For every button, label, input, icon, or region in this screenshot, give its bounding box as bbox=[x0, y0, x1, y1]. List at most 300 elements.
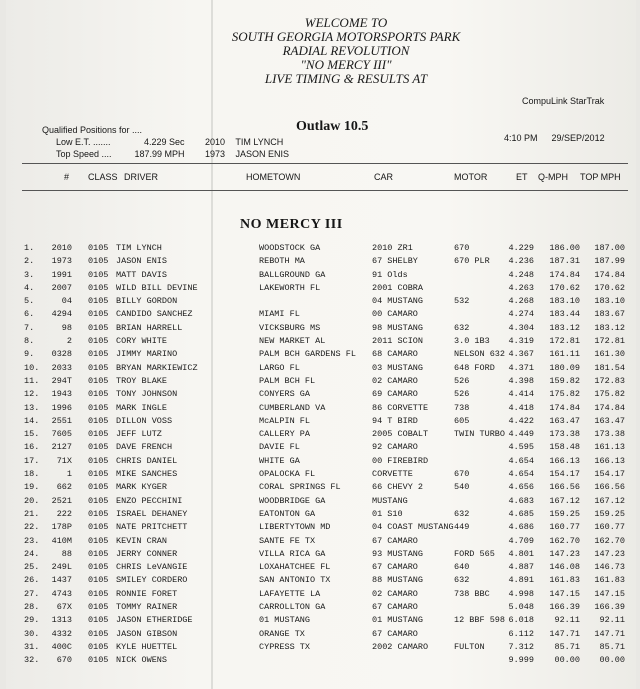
car: 00 FIREBIRD bbox=[372, 455, 429, 466]
qualifying-mph: 147.15 bbox=[549, 588, 580, 599]
class-code: 0105 bbox=[88, 375, 109, 386]
qualifying-mph: 158.48 bbox=[549, 442, 580, 453]
motor: 648 FORD bbox=[454, 362, 495, 373]
elapsed-time: 4.236 bbox=[508, 256, 534, 267]
top-mph: 163.47 bbox=[594, 415, 625, 426]
car-number: 249L bbox=[51, 562, 72, 573]
class-code: 0105 bbox=[88, 455, 109, 466]
car-number: 1943 bbox=[51, 389, 72, 400]
car: 01 MUSTANG bbox=[372, 615, 424, 626]
car-number: 294T bbox=[51, 375, 72, 386]
class-title: Outlaw 10.5 bbox=[296, 119, 369, 134]
top-mph: 172.81 bbox=[594, 336, 625, 347]
class-code: 0105 bbox=[88, 562, 109, 573]
result-position: 28. bbox=[24, 602, 40, 613]
result-position: 1. bbox=[24, 243, 35, 253]
hometown: REBOTH MA bbox=[259, 256, 305, 267]
qualified-summary bbox=[42, 124, 289, 160]
table-row bbox=[6, 629, 640, 642]
driver-name: MARK KYGER bbox=[116, 482, 168, 493]
class-code: 0105 bbox=[88, 442, 109, 453]
result-position: 19. bbox=[24, 482, 40, 493]
qualifying-mph: 166.56 bbox=[549, 482, 580, 493]
elapsed-time: 4.998 bbox=[508, 588, 534, 599]
result-position: 11. bbox=[24, 375, 40, 386]
motor: 526 bbox=[454, 389, 470, 400]
elapsed-time: 4.229 bbox=[508, 243, 534, 253]
col-et: ET bbox=[516, 172, 528, 182]
car: 67 CAMARO bbox=[372, 535, 418, 546]
motor: 738 BBC bbox=[454, 588, 490, 599]
class-code: 0105 bbox=[88, 641, 109, 652]
class-code: 0105 bbox=[88, 575, 109, 586]
car: 91 Olds bbox=[372, 269, 408, 280]
driver-name: JIMMY MARINO bbox=[116, 349, 178, 360]
hometown: LAFAYETTE LA bbox=[259, 588, 321, 599]
hometown: VILLA RICA GA bbox=[259, 548, 326, 559]
qualifying-mph: 92.11 bbox=[554, 615, 580, 626]
table-row bbox=[6, 509, 640, 522]
top-mph: 181.54 bbox=[594, 362, 625, 373]
motor: 605 bbox=[454, 415, 470, 426]
class-code: 0105 bbox=[88, 495, 109, 506]
col-car: CAR bbox=[374, 172, 394, 182]
result-position: 5. bbox=[24, 296, 35, 307]
top-mph: 147.15 bbox=[594, 588, 625, 599]
driver-name: CORY WHITE bbox=[116, 336, 168, 347]
elapsed-time: 4.685 bbox=[508, 508, 534, 519]
driver-name: BRYAN MARKIEWICZ bbox=[116, 362, 198, 373]
header-rule bbox=[22, 190, 628, 191]
qualifying-mph: 00.00 bbox=[554, 655, 580, 666]
car-number: 2551 bbox=[51, 415, 72, 426]
class-code: 0105 bbox=[88, 349, 109, 360]
table-row bbox=[6, 575, 640, 588]
result-position: 6. bbox=[24, 309, 35, 320]
top-mph: 162.70 bbox=[594, 535, 625, 546]
qualifying-mph: 173.38 bbox=[549, 429, 580, 440]
driver-name: ENZO PECCHINI bbox=[116, 495, 183, 506]
table-row bbox=[6, 655, 640, 668]
hometown: LARGO FL bbox=[259, 362, 300, 373]
motor: 449 bbox=[454, 522, 470, 533]
car-number: 4294 bbox=[51, 309, 72, 320]
motor: 738 bbox=[454, 402, 470, 413]
header-line-1: WELCOME TO bbox=[304, 15, 388, 30]
header-line-2: SOUTH GEORGIA MOTORSPORTS PARK bbox=[231, 29, 461, 44]
car: 2002 CAMARO bbox=[372, 641, 429, 652]
table-row bbox=[6, 336, 640, 349]
table-row bbox=[6, 376, 640, 389]
table-row bbox=[6, 283, 640, 296]
car: 93 MUSTANG bbox=[372, 548, 424, 559]
car-number: 04 bbox=[61, 296, 72, 307]
hometown: CUMBERLAND VA bbox=[259, 402, 326, 413]
driver-name: NICK OWENS bbox=[116, 655, 168, 666]
qualifying-mph: 183.44 bbox=[549, 309, 580, 320]
hometown: OPALOCKA FL bbox=[259, 469, 316, 480]
elapsed-time: 4.686 bbox=[508, 522, 534, 533]
driver-name: BILLY GORDON bbox=[116, 296, 178, 307]
qualifying-mph: 147.23 bbox=[549, 548, 580, 559]
low-et-row bbox=[42, 136, 289, 148]
results-table bbox=[6, 243, 640, 669]
car: 2011 SCION bbox=[372, 336, 424, 347]
elapsed-time: 4.248 bbox=[508, 269, 534, 280]
car-number: 4332 bbox=[51, 628, 72, 639]
col-class: CLASS bbox=[88, 172, 118, 182]
qualifying-mph: 174.84 bbox=[549, 402, 580, 413]
class-code: 0105 bbox=[88, 535, 109, 546]
qualifying-mph: 146.08 bbox=[549, 562, 580, 573]
motor: 632 bbox=[454, 322, 470, 333]
hometown: NEW MARKET AL bbox=[259, 336, 326, 347]
table-row bbox=[6, 256, 640, 269]
elapsed-time: 5.048 bbox=[508, 602, 534, 613]
event-time: 4:10 PM bbox=[504, 133, 538, 143]
col-hometown: HOMETOWN bbox=[246, 172, 301, 182]
top-speed-value: 187.99 MPH bbox=[134, 149, 185, 159]
car-number: 222 bbox=[56, 508, 72, 519]
car: 2001 COBRA bbox=[372, 282, 424, 293]
class-code: 0105 bbox=[88, 282, 109, 293]
driver-name: JASON ETHERIDGE bbox=[116, 615, 193, 626]
car: 88 MUSTANG bbox=[372, 575, 424, 586]
elapsed-time: 4.801 bbox=[508, 548, 534, 559]
driver-name: TOMMY RAINER bbox=[116, 602, 178, 613]
car-number: 2033 bbox=[51, 362, 72, 373]
driver-name: TONY JOHNSON bbox=[116, 389, 178, 400]
top-mph: 147.71 bbox=[594, 628, 625, 639]
top-mph: 160.77 bbox=[594, 522, 625, 533]
car: 01 S10 bbox=[372, 508, 403, 519]
elapsed-time: 4.422 bbox=[508, 415, 534, 426]
result-position: 17. bbox=[24, 455, 40, 466]
top-mph: 183.12 bbox=[594, 322, 625, 333]
elapsed-time: 4.398 bbox=[508, 375, 534, 386]
top-speed-row bbox=[42, 148, 289, 160]
qualifying-mph: 159.82 bbox=[549, 375, 580, 386]
table-row bbox=[6, 589, 640, 602]
table-row bbox=[6, 482, 640, 495]
results-sheet bbox=[6, 0, 636, 689]
top-rule bbox=[22, 163, 628, 164]
table-row bbox=[6, 389, 640, 402]
qualifying-mph: 154.17 bbox=[549, 469, 580, 480]
qualifying-mph: 174.84 bbox=[549, 269, 580, 280]
hometown: DAVIE FL bbox=[259, 442, 300, 453]
driver-name: SMILEY CORDERO bbox=[116, 575, 188, 586]
car-number: 410M bbox=[51, 535, 72, 546]
motor: 526 bbox=[454, 375, 470, 386]
car: 03 MUSTANG bbox=[372, 362, 424, 373]
top-mph: 183.67 bbox=[594, 309, 625, 320]
car: 94 T BIRD bbox=[372, 415, 418, 426]
class-code: 0105 bbox=[88, 389, 109, 400]
table-row bbox=[6, 602, 640, 615]
car-number: 1 bbox=[66, 469, 72, 480]
driver-name: KEVIN CRAN bbox=[116, 535, 168, 546]
car-number: 7605 bbox=[51, 429, 72, 440]
top-mph: 174.84 bbox=[594, 402, 625, 413]
qualifying-mph: 172.81 bbox=[549, 336, 580, 347]
motor: FORD 565 bbox=[454, 548, 495, 559]
qualifying-mph: 170.62 bbox=[549, 282, 580, 293]
table-row bbox=[6, 496, 640, 509]
result-position: 9. bbox=[24, 349, 35, 360]
top-speed-year: 1973 bbox=[205, 149, 226, 159]
table-row bbox=[6, 270, 640, 283]
timestamp bbox=[504, 133, 605, 143]
top-mph: 161.13 bbox=[594, 442, 625, 453]
top-mph: 172.83 bbox=[594, 375, 625, 386]
hometown: EATONTON GA bbox=[259, 508, 316, 519]
hometown: PALM BCH GARDENS FL bbox=[259, 349, 356, 360]
car: 02 CAMARO bbox=[372, 375, 418, 386]
table-row bbox=[6, 363, 640, 376]
driver-name: BRIAN HARRELL bbox=[116, 322, 183, 333]
motor: FULTON bbox=[454, 641, 485, 652]
qualifying-mph: 186.00 bbox=[549, 243, 580, 253]
car: 67 SHELBY bbox=[372, 256, 418, 267]
driver-name: DILLON VOSS bbox=[116, 415, 173, 426]
car: 04 COAST MUSTANG bbox=[372, 522, 454, 533]
qualifying-mph: 166.13 bbox=[549, 455, 580, 466]
car-number: 98 bbox=[61, 322, 72, 333]
col-driver: DRIVER bbox=[124, 172, 159, 182]
driver-name: RONNIE FORET bbox=[116, 588, 178, 599]
table-row bbox=[6, 429, 640, 442]
result-position: 20. bbox=[24, 495, 40, 506]
result-position: 14. bbox=[24, 415, 40, 426]
car-number: 670 bbox=[56, 655, 72, 666]
top-mph: 154.17 bbox=[594, 469, 625, 480]
car-number: 1313 bbox=[51, 615, 72, 626]
class-code: 0105 bbox=[88, 469, 109, 480]
car-number: 88 bbox=[61, 548, 72, 559]
event-date: 29/SEP/2012 bbox=[551, 133, 605, 143]
result-position: 26. bbox=[24, 575, 40, 586]
car: 2005 COBALT bbox=[372, 429, 429, 440]
col-topmph: TOP MPH bbox=[580, 172, 621, 182]
car-number: 71X bbox=[56, 455, 72, 466]
class-code: 0105 bbox=[88, 628, 109, 639]
elapsed-time: 4.595 bbox=[508, 442, 534, 453]
car-number: 1991 bbox=[51, 269, 72, 280]
result-position: 4. bbox=[24, 282, 35, 293]
motor: 670 PLR bbox=[454, 256, 490, 267]
result-position: 27. bbox=[24, 588, 40, 599]
hometown: CYPRESS TX bbox=[259, 641, 311, 652]
hometown: PALM BCH FL bbox=[259, 375, 316, 386]
table-row bbox=[6, 456, 640, 469]
table-row bbox=[6, 549, 640, 562]
top-mph: 92.11 bbox=[599, 615, 625, 626]
hometown: LOXAHATCHEE FL bbox=[259, 562, 331, 573]
result-position: 30. bbox=[24, 628, 40, 639]
elapsed-time: 4.263 bbox=[508, 282, 534, 293]
driver-name: JERRY CONNER bbox=[116, 548, 178, 559]
result-position: 16. bbox=[24, 442, 40, 453]
result-position: 8. bbox=[24, 336, 35, 347]
motor: 12 BBF 598 bbox=[454, 615, 506, 626]
top-mph: 166.13 bbox=[594, 455, 625, 466]
car: 66 CHEVY 2 bbox=[372, 482, 424, 493]
driver-name: DAVE FRENCH bbox=[116, 442, 173, 453]
result-position: 7. bbox=[24, 322, 35, 333]
result-position: 10. bbox=[24, 362, 40, 373]
qualifying-mph: 183.12 bbox=[549, 322, 580, 333]
top-mph: 183.10 bbox=[594, 296, 625, 307]
low-et-driver: TIM LYNCH bbox=[235, 137, 284, 147]
motor: 3.0 1B3 bbox=[454, 336, 490, 347]
top-mph: 147.23 bbox=[594, 548, 625, 559]
hometown: SANTE FE TX bbox=[259, 535, 316, 546]
car: 04 MUSTANG bbox=[372, 296, 424, 307]
top-mph: 00.00 bbox=[599, 655, 625, 666]
elapsed-time: 4.654 bbox=[508, 469, 534, 480]
table-row bbox=[6, 562, 640, 575]
driver-name: NATE PRITCHETT bbox=[116, 522, 188, 533]
qualifying-mph: 85.71 bbox=[554, 641, 580, 652]
car-number: 1437 bbox=[51, 575, 72, 586]
car: CORVETTE bbox=[372, 469, 413, 480]
result-position: 2. bbox=[24, 256, 35, 267]
table-row bbox=[6, 522, 640, 535]
motor: NELSON 632 bbox=[454, 349, 506, 360]
qualifying-mph: 147.71 bbox=[549, 628, 580, 639]
class-code: 0105 bbox=[88, 588, 109, 599]
elapsed-time: 4.367 bbox=[508, 349, 534, 360]
qualifying-mph: 166.39 bbox=[549, 602, 580, 613]
top-mph: 161.83 bbox=[594, 575, 625, 586]
hometown: 01 MUSTANG bbox=[259, 615, 311, 626]
top-mph: 161.30 bbox=[594, 349, 625, 360]
car: 67 CAMARO bbox=[372, 628, 418, 639]
elapsed-time: 4.414 bbox=[508, 389, 534, 400]
top-mph: 187.99 bbox=[594, 256, 625, 267]
class-code: 0105 bbox=[88, 429, 109, 440]
class-code: 0105 bbox=[88, 522, 109, 533]
elapsed-time: 7.312 bbox=[508, 641, 534, 652]
qualifying-mph: 162.70 bbox=[549, 535, 580, 546]
low-et-label: Low E.T. ....... bbox=[56, 137, 111, 147]
car-number: 4743 bbox=[51, 588, 72, 599]
motor: 670 bbox=[454, 243, 470, 253]
col-num: # bbox=[64, 172, 70, 182]
table-row bbox=[6, 403, 640, 416]
table-row bbox=[6, 442, 640, 455]
hometown: LAKEWORTH FL bbox=[259, 282, 321, 293]
hometown: WHITE GA bbox=[259, 455, 300, 466]
car: 68 CAMARO bbox=[372, 349, 418, 360]
car: 92 CAMARO bbox=[372, 442, 418, 453]
hometown: MIAMI FL bbox=[259, 309, 300, 320]
result-position: 31. bbox=[24, 641, 40, 652]
motor: 632 bbox=[454, 508, 470, 519]
top-mph: 159.25 bbox=[594, 508, 625, 519]
hometown: WOODSTOCK GA bbox=[259, 243, 321, 253]
elapsed-time: 4.319 bbox=[508, 336, 534, 347]
top-mph: 170.62 bbox=[594, 282, 625, 293]
motor: 532 bbox=[454, 296, 470, 307]
driver-name: MARK INGLE bbox=[116, 402, 168, 413]
col-qmph: Q-MPH bbox=[538, 172, 568, 182]
car-number: 2007 bbox=[51, 282, 72, 293]
hometown: LIBERTYTOWN MD bbox=[259, 522, 331, 533]
hometown: SAN ANTONIO TX bbox=[259, 575, 331, 586]
motor: TWIN TURBO bbox=[454, 429, 506, 440]
car: 67 CAMARO bbox=[372, 602, 418, 613]
car-number: 662 bbox=[56, 482, 72, 493]
class-code: 0105 bbox=[88, 548, 109, 559]
driver-name: MIKE SANCHES bbox=[116, 469, 178, 480]
car: MUSTANG bbox=[372, 495, 408, 506]
elapsed-time: 6.112 bbox=[508, 628, 534, 639]
qualifying-mph: 160.77 bbox=[549, 522, 580, 533]
qualifying-mph: 167.12 bbox=[549, 495, 580, 506]
section-title: NO MERCY III bbox=[240, 217, 343, 232]
result-position: 24. bbox=[24, 548, 40, 559]
elapsed-time: 4.449 bbox=[508, 429, 534, 440]
table-row bbox=[6, 642, 640, 655]
car-number: 2010 bbox=[51, 243, 72, 253]
qualifying-mph: 183.10 bbox=[549, 296, 580, 307]
car-number: 2127 bbox=[51, 442, 72, 453]
qualifying-mph: 161.11 bbox=[549, 349, 580, 360]
qualifying-mph: 161.83 bbox=[549, 575, 580, 586]
driver-name: WILD BILL DEVINE bbox=[116, 282, 198, 293]
elapsed-time: 4.268 bbox=[508, 296, 534, 307]
result-position: 3. bbox=[24, 269, 35, 280]
elapsed-time: 4.371 bbox=[508, 362, 534, 373]
hometown: McALPIN FL bbox=[259, 415, 311, 426]
driver-name: ISRAEL DEHANEY bbox=[116, 508, 188, 519]
table-row bbox=[6, 349, 640, 362]
driver-name: MATT DAVIS bbox=[116, 269, 168, 280]
result-position: 21. bbox=[24, 508, 40, 519]
class-code: 0105 bbox=[88, 362, 109, 373]
top-mph: 174.84 bbox=[594, 269, 625, 280]
class-code: 0105 bbox=[88, 296, 109, 307]
table-row bbox=[6, 416, 640, 429]
result-position: 15. bbox=[24, 429, 40, 440]
col-motor: MOTOR bbox=[454, 172, 488, 182]
class-code: 0105 bbox=[88, 415, 109, 426]
hometown: CALLERY PA bbox=[259, 429, 311, 440]
elapsed-time: 4.683 bbox=[508, 495, 534, 506]
top-mph: 85.71 bbox=[599, 641, 625, 652]
qualifying-mph: 163.47 bbox=[549, 415, 580, 426]
motor: 632 bbox=[454, 575, 470, 586]
header-line-4: "NO MERCY III" bbox=[300, 57, 392, 72]
table-row bbox=[6, 323, 640, 336]
result-position: 13. bbox=[24, 402, 40, 413]
class-code: 0105 bbox=[88, 615, 109, 626]
driver-name: CHRIS DANIEL bbox=[116, 455, 178, 466]
driver-name: JASON GIBSON bbox=[116, 628, 178, 639]
qualified-title: Qualified Positions for .... bbox=[42, 125, 143, 135]
class-code: 0105 bbox=[88, 655, 109, 666]
table-row bbox=[6, 469, 640, 482]
header-line-3: RADIAL REVOLUTION bbox=[282, 43, 410, 58]
result-position: 29. bbox=[24, 615, 40, 626]
class-code: 0105 bbox=[88, 336, 109, 347]
track-header bbox=[166, 16, 526, 86]
result-position: 22. bbox=[24, 522, 40, 533]
car-number: 178P bbox=[51, 522, 72, 533]
qualifying-mph: 159.25 bbox=[549, 508, 580, 519]
